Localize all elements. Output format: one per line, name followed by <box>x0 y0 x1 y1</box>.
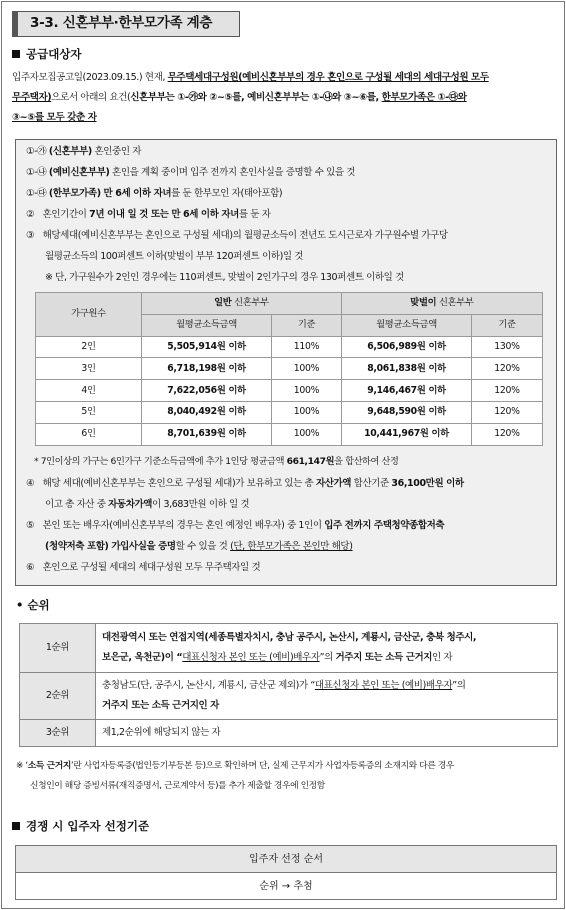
condition-text: 해당 세대(예비신혼부부는 혼인으로 구성될 세대)가 보유하고 있는 총 <box>42 478 316 489</box>
rank-description: 제1,2순위에 해당되지 않는 자 <box>96 720 558 747</box>
selection-header: 입주자 선정 순서 <box>16 846 557 873</box>
condition-text: 를 둔 자 <box>238 209 271 220</box>
rank-description <box>96 624 558 673</box>
condition-mark: ③ <box>26 230 35 241</box>
table-row <box>16 846 557 873</box>
intro-household-text: 무주택세대구성원(예비신혼부부의 경우 혼인으로 구성될 세대의 세대구성원 모두 <box>167 72 489 83</box>
rank-text: 인 자 <box>432 652 453 663</box>
condition-text: 본인 또는 배우자(예비신혼부부의 경우는 혼인 예정인 배우자) 중 1인이 <box>42 520 325 531</box>
table-row <box>36 380 543 402</box>
condition-bold: 입주 전까지 주택청약종합저축 <box>324 520 445 531</box>
table-row <box>36 358 543 380</box>
condition-income-line-2: 월평균소득의 100퍼센트 이하(맞벌이 부부 120퍼센트 이하)일 것 <box>45 251 304 262</box>
col-dual-income: 월평균소득금액 <box>342 314 472 336</box>
footnote-line-2: 신청인이 해당 증빙서류(재직증명서, 근로계약서 등)를 추가 제출할 경우에 인정함 <box>30 781 325 791</box>
condition-text: 할 수 있을 것 <box>175 541 231 552</box>
supply-target-heading <box>12 47 82 62</box>
condition-text: 혼인중인 자 <box>91 146 141 157</box>
selection-heading <box>12 819 149 834</box>
rank-bold: 거주지 또는 소득 근거지 <box>335 652 433 663</box>
dual-standard-cell: 120% <box>472 380 543 402</box>
dual-amount-cell: 9,146,467원 이하 <box>342 380 472 402</box>
condition-text: 합산기준 <box>351 478 392 489</box>
group-dual-bold: 맞벌이 <box>410 297 437 309</box>
condition-income <box>26 230 448 242</box>
footnote-text: ’란 사업자등록증(법인등기부등본 등)으로 확인하며 단, 실제 근무지가 사업자등록증의 소재지와 다른 경우 <box>70 761 454 771</box>
condition-mark: ④ <box>26 478 35 489</box>
condition-text: 를 둔 한부모인 자(태아포함) <box>171 188 283 199</box>
condition-pre-newlywed <box>26 167 355 179</box>
general-amount-cell: 8,040,492원 이하 <box>142 401 272 423</box>
condition-assets <box>26 478 464 490</box>
income-table-header-row <box>36 293 543 315</box>
col-general-standard: 기준 <box>272 314 342 336</box>
rank-label: 3순위 <box>20 720 96 747</box>
condition-marriage-period <box>26 209 271 221</box>
table-row <box>16 873 557 900</box>
rank-text: ”의 <box>452 680 466 691</box>
supply-target-intro <box>12 68 558 128</box>
condition-homeless-household <box>26 562 260 574</box>
footnote-text: ※ ‘ <box>16 761 28 771</box>
general-amount-cell: 6,718,198원 이하 <box>142 358 272 380</box>
intro-couple-rule: 신혼부부는 ①-㉮와 ②~⑤를, 예비신혼부부는 ①-㉯와 ③~⑥를, <box>130 92 382 103</box>
condition-bold: (한부모가족) 만 6세 이하 자녀 <box>48 188 172 199</box>
footnote <box>16 756 454 796</box>
condition-bold: 36,100만원 이하 <box>391 478 464 489</box>
rank-bold: 보은군, 옥천군)이 “ <box>102 652 183 663</box>
condition-mark: ①-㉯ <box>26 167 47 178</box>
table-row <box>20 673 558 720</box>
group-dual-text: 신혼부부 <box>436 297 474 309</box>
note-text: * 7인이상의 가구는 6인가구 기준소득금액에 추가 1인당 평균금액 <box>34 456 287 467</box>
col-household-size: 가구원수 <box>36 293 142 337</box>
rank-line <box>102 676 551 696</box>
condition-mark: ② <box>26 209 35 220</box>
general-standard-cell: 100% <box>272 358 342 380</box>
rank-text: ”의 <box>319 652 336 663</box>
dual-standard-cell: 130% <box>472 336 543 358</box>
col-dual-standard: 기준 <box>472 314 543 336</box>
condition-savings <box>26 520 444 532</box>
group-general-bold: 일반 <box>214 297 232 309</box>
rank-label: 1순위 <box>20 624 96 673</box>
condition-bold: 7년 이내 일 것 또는 만 6세 이하 자녀 <box>89 209 239 220</box>
general-standard-cell: 110% <box>272 336 342 358</box>
condition-income-note: ※ 단, 가구원수가 2인인 경우에는 110퍼센트, 맞벌이 2인가구의 경우 130퍼센트 이하일 것 <box>45 272 404 283</box>
conditions-box <box>15 139 557 586</box>
intro-date-text: 입주자모집공고일(2023.09.15.) 현재, <box>12 72 168 83</box>
rank-line: 거주지 또는 소득 근거지인 자 <box>102 700 219 711</box>
selection-table <box>15 845 557 900</box>
income-table <box>35 292 543 446</box>
rank-label: 2순위 <box>20 673 96 720</box>
general-standard-cell: 100% <box>272 380 342 402</box>
table-row <box>20 720 558 747</box>
condition-mark: ①-㉮ <box>26 146 47 157</box>
selection-value: 순위 → 추첨 <box>16 873 557 900</box>
intro-line-3 <box>12 108 558 128</box>
condition-savings-line-2 <box>45 541 353 553</box>
rank-description <box>96 673 558 720</box>
supply-target-heading-text: 공급대상자 <box>26 47 82 61</box>
condition-underline: (단, 한부모가족은 본인만 해당) <box>230 541 353 552</box>
general-amount-cell: 7,622,056원 이하 <box>142 380 272 402</box>
col-general-income: 월평균소득금액 <box>142 314 272 336</box>
document-page <box>1 1 565 909</box>
condition-bold: (청약저축 포함) 가입사실을 증명 <box>45 541 176 552</box>
rank-underline: 대표신청자 본인 또는 (예비)배우자 <box>182 652 320 663</box>
note-bold: 661,147원 <box>286 456 335 467</box>
footnote-bold: 소득 근거지 <box>27 761 71 771</box>
note-text: 을 합산하여 산정 <box>334 456 399 467</box>
general-amount-cell: 5,505,914원 이하 <box>142 336 272 358</box>
condition-text: 해당세대(예비신혼부부는 혼인으로 구성될 세대)의 월평균소득이 전년도 도시근로자 가구원수별 가구당 <box>42 230 448 241</box>
group-general-text: 신혼부부 <box>231 297 269 309</box>
condition-text: 이 3,683만원 이하 일 것 <box>152 499 250 510</box>
condition-bold: (신혼부부) <box>48 146 92 157</box>
condition-mark: ⑤ <box>26 520 35 531</box>
rank-underline: 대표신청자 본인 또는 (예비)배우자 <box>314 680 453 691</box>
general-standard-cell: 100% <box>272 401 342 423</box>
dual-amount-cell: 6,506,989원 이하 <box>342 336 472 358</box>
intro-homeless-text: 무주택자) <box>12 92 52 103</box>
intro-line-1 <box>12 68 558 88</box>
table-row <box>36 336 543 358</box>
col-group-general <box>142 293 342 315</box>
rank-line <box>102 648 551 668</box>
general-amount-cell: 8,701,639원 이하 <box>142 423 272 445</box>
dual-standard-cell: 120% <box>472 401 543 423</box>
condition-bold: 자산가액 <box>315 478 352 489</box>
condition-mark: ①-㉰ <box>26 188 47 199</box>
square-bullet-icon <box>12 50 20 58</box>
col-group-dual <box>342 293 543 315</box>
dual-amount-cell: 10,441,967원 이하 <box>342 423 472 445</box>
condition-text: 혼인을 계획 중이며 입주 전까지 혼인사실을 증명할 수 있을 것 <box>109 167 356 178</box>
table-row <box>20 624 558 673</box>
condition-text: 혼인기간이 <box>42 209 90 220</box>
dual-standard-cell: 120% <box>472 423 543 445</box>
condition-single-parent <box>26 188 282 200</box>
household-size-cell: 4인 <box>36 380 142 402</box>
condition-bold: (예비신혼부부) <box>48 167 110 178</box>
intro-line-2 <box>12 88 558 108</box>
ranking-heading: • 순위 <box>16 598 50 612</box>
household-size-cell: 5인 <box>36 401 142 423</box>
household-size-cell: 3인 <box>36 358 142 380</box>
condition-text: 혼인으로 구성될 세대의 세대구성원 모두 무주택자일 것 <box>42 562 261 573</box>
section-title: 3-3. 신혼부부·한부모가족 계층 <box>12 11 240 37</box>
selection-heading-text: 경쟁 시 입주자 선정기준 <box>26 819 150 833</box>
intro-single-parent-rule: 한부모가족은 ①-㉰와 <box>381 92 467 103</box>
rank-text: 충청남도(단, 공주시, 논산시, 계룡시, 금산군 제외)가 “ <box>102 680 315 691</box>
large-household-note <box>34 456 398 468</box>
footnote-line-1 <box>16 756 454 776</box>
general-standard-cell: 100% <box>272 423 342 445</box>
intro-final-rule: ③~⑤를 모두 갖춘 자 <box>12 112 97 123</box>
rank-line: 대전광역시 또는 연접지역(세종특별자치시, 충남 공주시, 논산시, 계룡시, 금산군, 충북 청주시, <box>102 632 477 643</box>
condition-bold: 자동차가액 <box>108 499 153 510</box>
square-bullet-icon <box>12 822 20 830</box>
dual-amount-cell: 8,061,838원 이하 <box>342 358 472 380</box>
ranking-table <box>19 623 558 747</box>
table-row <box>36 401 543 423</box>
condition-mark: ⑥ <box>26 562 35 573</box>
condition-assets-line-2 <box>45 499 249 511</box>
condition-text: 이고 총 자산 중 <box>45 499 109 510</box>
dual-standard-cell: 120% <box>472 358 543 380</box>
condition-newlywed <box>26 146 141 158</box>
household-size-cell: 2인 <box>36 336 142 358</box>
household-size-cell: 6인 <box>36 423 142 445</box>
dual-amount-cell: 9,648,590원 이하 <box>342 401 472 423</box>
intro-requirement-text: 으로서 아래의 요건( <box>51 92 131 103</box>
table-row <box>36 423 543 445</box>
